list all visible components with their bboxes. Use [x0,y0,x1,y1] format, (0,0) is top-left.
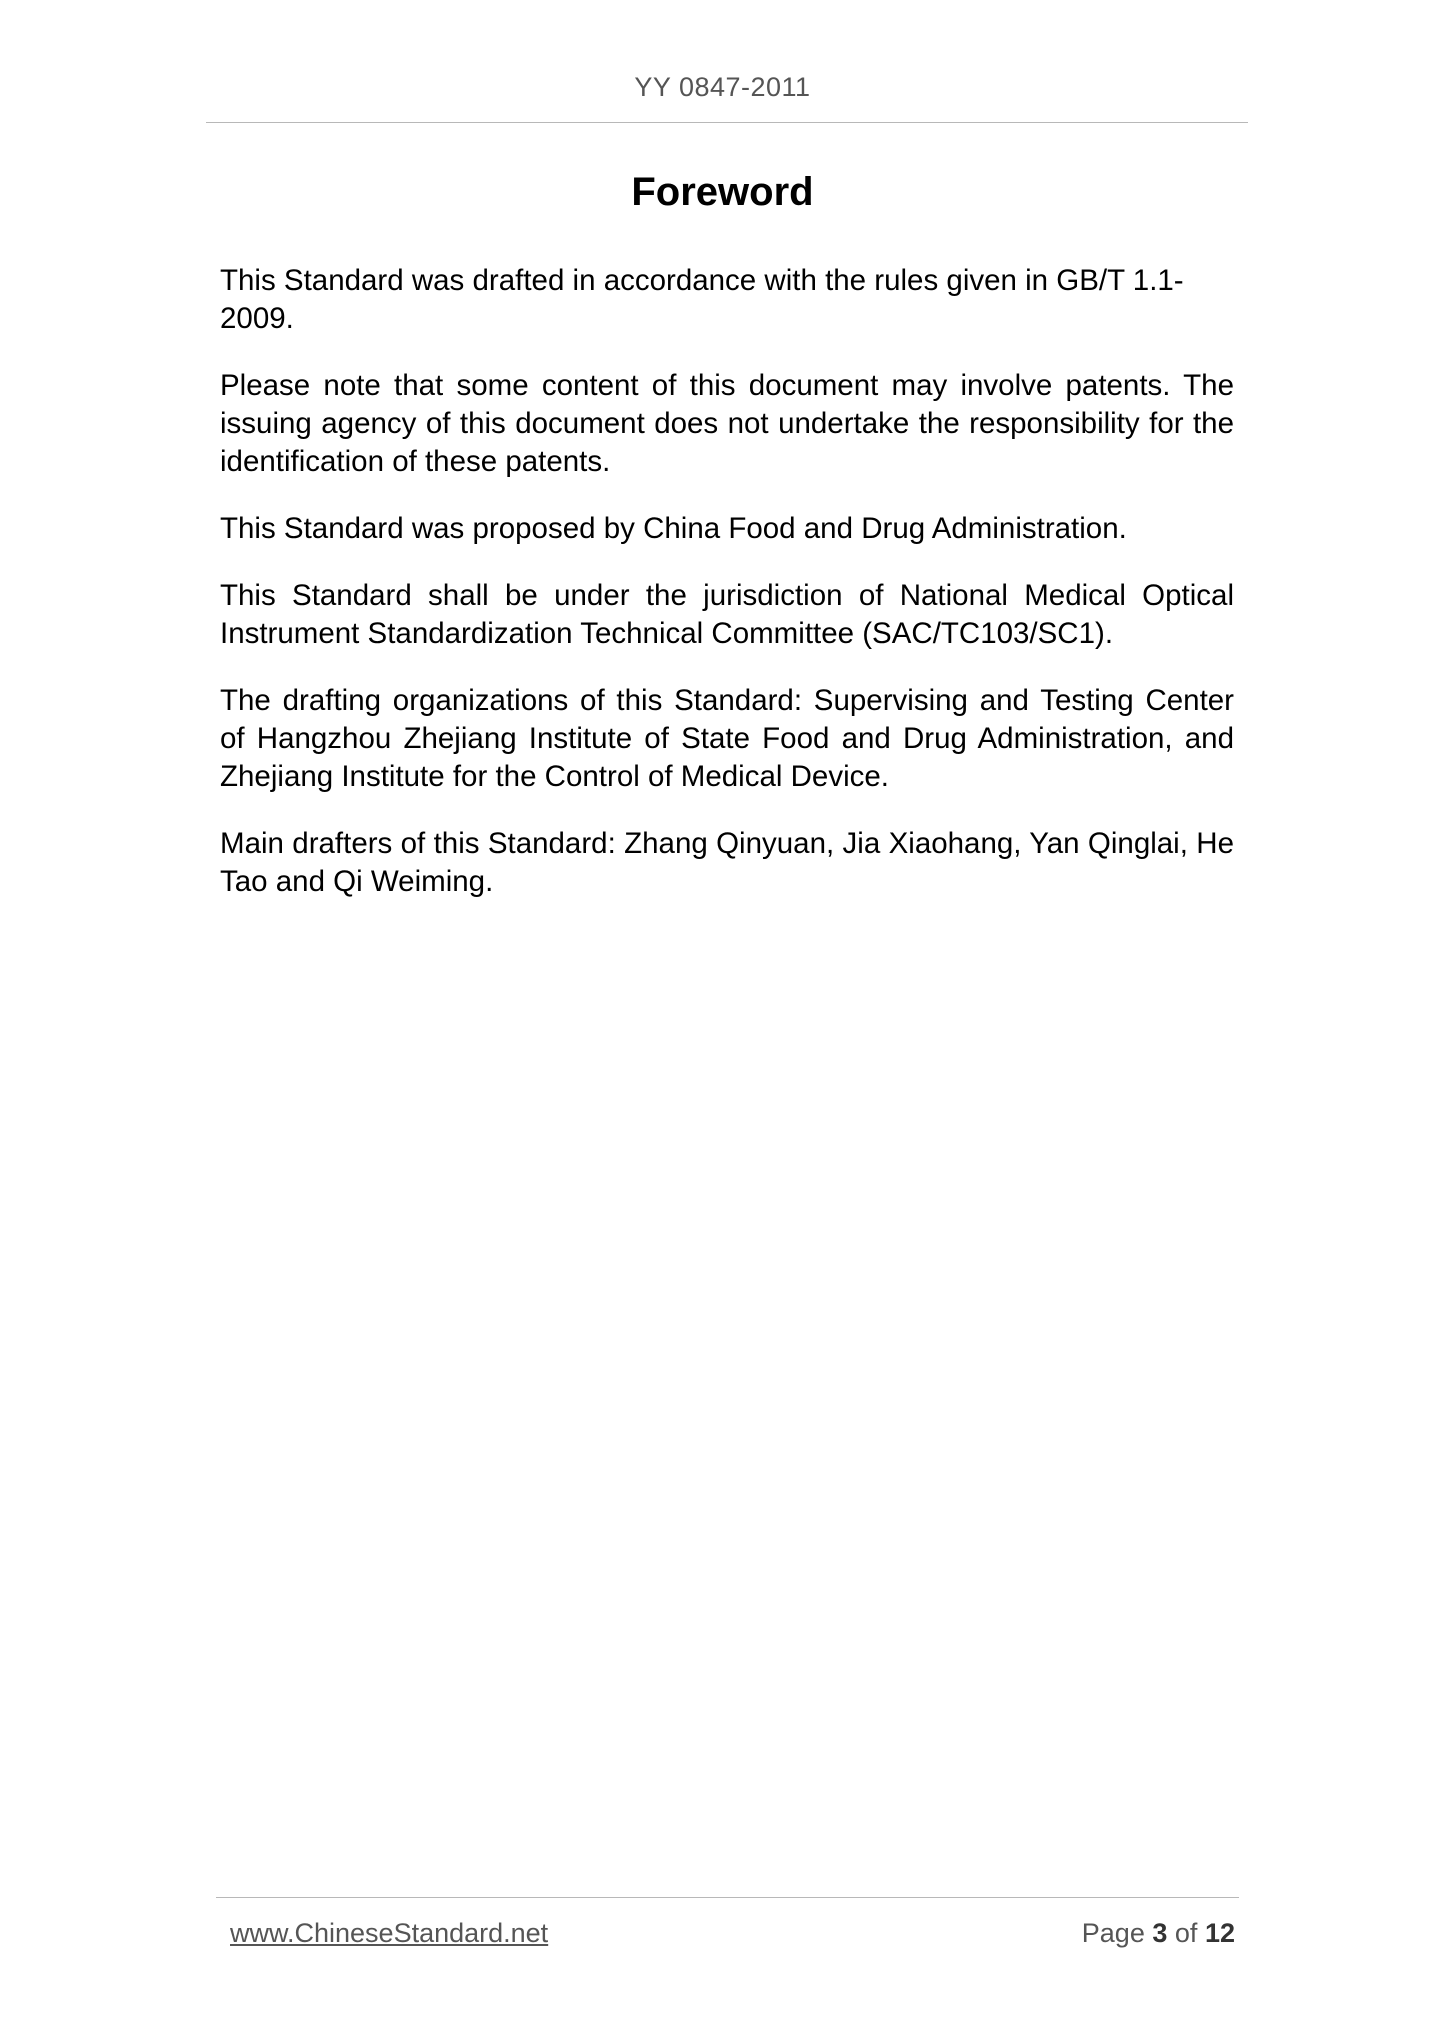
page-number [1082,1918,1235,1949]
page-title: Foreword [631,170,814,214]
paragraph-jurisdiction: This Standard shall be under the jurisdiction of National Medical Optical Instrument Standardization Technical Committee (SAC/TC103/SC1). [220,579,1234,650]
page-prefix: Page [1081,1918,1145,1948]
paragraph-patent-notice: Please note that some content of this document may involve patents. The issuing agency of this document does not undertake the responsibility for the identification of these patents. [220,369,1234,478]
page-total: 12 [1204,1918,1235,1948]
paragraph-main-drafters: Main drafters of this Standard: Zhang Qinyuan, Jia Xiaohang, Yan Qinglai, He Tao and Qi Weiming. [220,827,1234,898]
header-standard-code: YY 0847-2011 [634,72,811,102]
page-of: of [1174,1918,1198,1948]
website-link[interactable]: www.ChineseStandard.net [230,1918,549,1948]
foreword-body [220,262,1234,930]
footer-divider [216,1897,1239,1898]
paragraph-drafting-organizations: The drafting organizations of this Standard: Supervising and Testing Center of Hangzhou Zhejiang Institute of State Food and Drug Administration, and Zhejiang Institute for the Control of Medical Device. [220,684,1234,793]
page-current: 3 [1152,1918,1168,1948]
paragraph-drafting-rules: This Standard was drafted in accordance with the rules given in GB/T 1.1-2009. [220,264,1184,335]
paragraph-proposer: This Standard was proposed by China Food and Drug Administration. [220,512,1127,545]
header-divider [206,122,1248,123]
